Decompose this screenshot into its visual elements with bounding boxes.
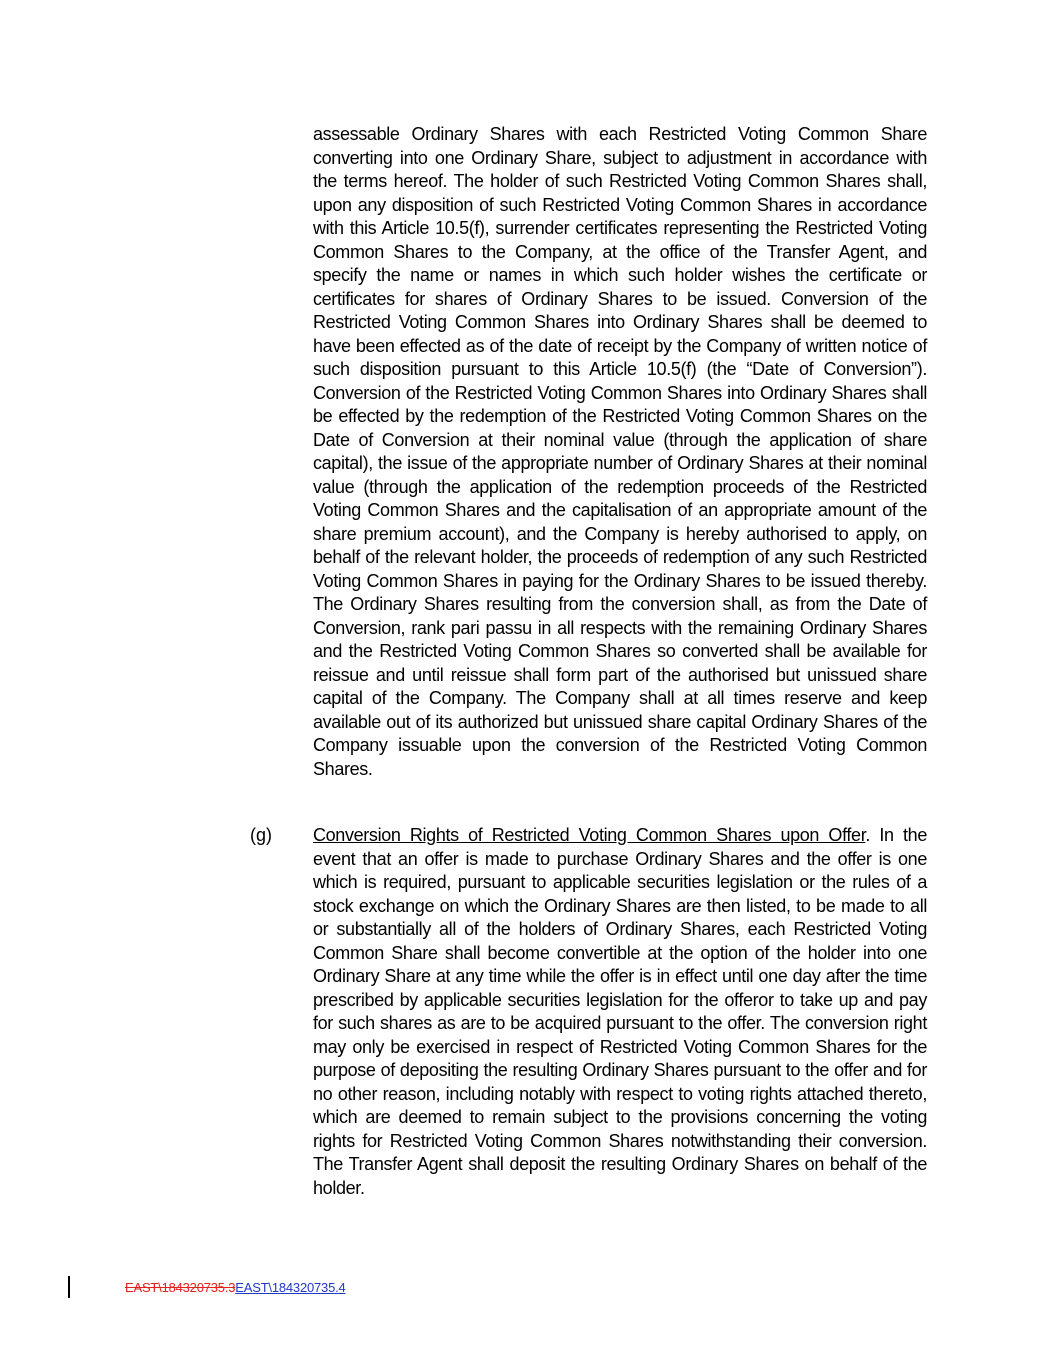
footer-document-id — [125, 1280, 346, 1295]
paragraph-g-label: (g) — [250, 825, 272, 845]
footer-inserted-doc-id: EAST\184320735.4 — [235, 1280, 346, 1295]
paragraph-g-heading: Conversion Rights of Restricted Voting Common Shares upon Offer — [313, 825, 866, 845]
footer-deleted-doc-id: EAST\184320735.3 — [125, 1280, 236, 1295]
revision-change-bar — [68, 1276, 70, 1298]
paragraph-g-text: . In the event that an offer is made to purchase Ordinary Shares and the offer is one which is required, pursuant to applicable securities legislation or the rules of a stock exchange on which the Ordinary Shares are then listed, to be made to all or substantially all of the holders of Ordinary Shares, each Restricted Voting Common Share shall become convertible at the option of the holder into one Ordinary Share at any time while the offer is in effect until one day after the time prescribed by applicable securities legislation for the offeror to take up and pay for such shares as are to be acquired pursuant to the offer. The conversion right may only be exercised in respect of Restricted Voting Common Shares for the purpose of depositing the resulting Ordinary Shares pursuant to the offer and for no other reason, including notably with respect to voting rights attached thereto, which are deemed to remain subject to the provisions concerning the voting rights for Restricted Voting Common Shares notwithstanding their conversion. The Transfer Agent shall deposit the resulting Ordinary Shares on behalf of the holder. — [313, 825, 927, 1198]
article-10-5-f-continuation-paragraph: assessable Ordinary Shares with each Restricted Voting Common Share converting into one Ordinary Share, subject to adjustment in accordance with the terms hereof. The holder of such Restricted Voting Common Shares shall, upon any disposition of such Restricted Voting Common Shares in accordance with this Article 10.5(f), surrender certificates representing the Restricted Voting Common Shares to the Company, at the office of the Transfer Agent, and specify the name or names in which such holder wishes the certificate or certificates for shares of Ordinary Shares to be issued. Conversion of the Restricted Voting Common Shares into Ordinary Shares shall be deemed to have been effected as of the date of receipt by the Company of written notice of such disposition pursuant to this Article 10.5(f) (the “Date of Conversion”). Conversion of the Restricted Voting Common Shares into Ordinary Shares shall be effected by the redemption of the Restricted Voting Common Shares on the Date of Conversion at their nominal value (through the application of share capital), the issue of the appropriate number of Ordinary Shares at their nominal value (through the application of the redemption proceeds of the Restricted Voting Common Shares and the capitalisation of an appropriate amount of the share premium account), and the Company is hereby authorised to apply, on behalf of the relevant holder, the proceeds of redemption of any such Restricted Voting Common Shares in paying for the Ordinary Shares to be issued thereby. The Ordinary Shares resulting from the conversion shall, as from the Date of Conversion, rank pari passu in all respects with the remaining Ordinary Shares and the Restricted Voting Common Shares so converted shall be available for reissue and until reissue shall form part of the authorised but unissued share capital of the Company. The Company shall at all times reserve and keep available out of its authorized but unissued share capital Ordinary Shares of the Company issuable upon the conversion of the Restricted Voting Common Shares. — [313, 124, 927, 779]
paragraph-g-body — [313, 824, 927, 1200]
